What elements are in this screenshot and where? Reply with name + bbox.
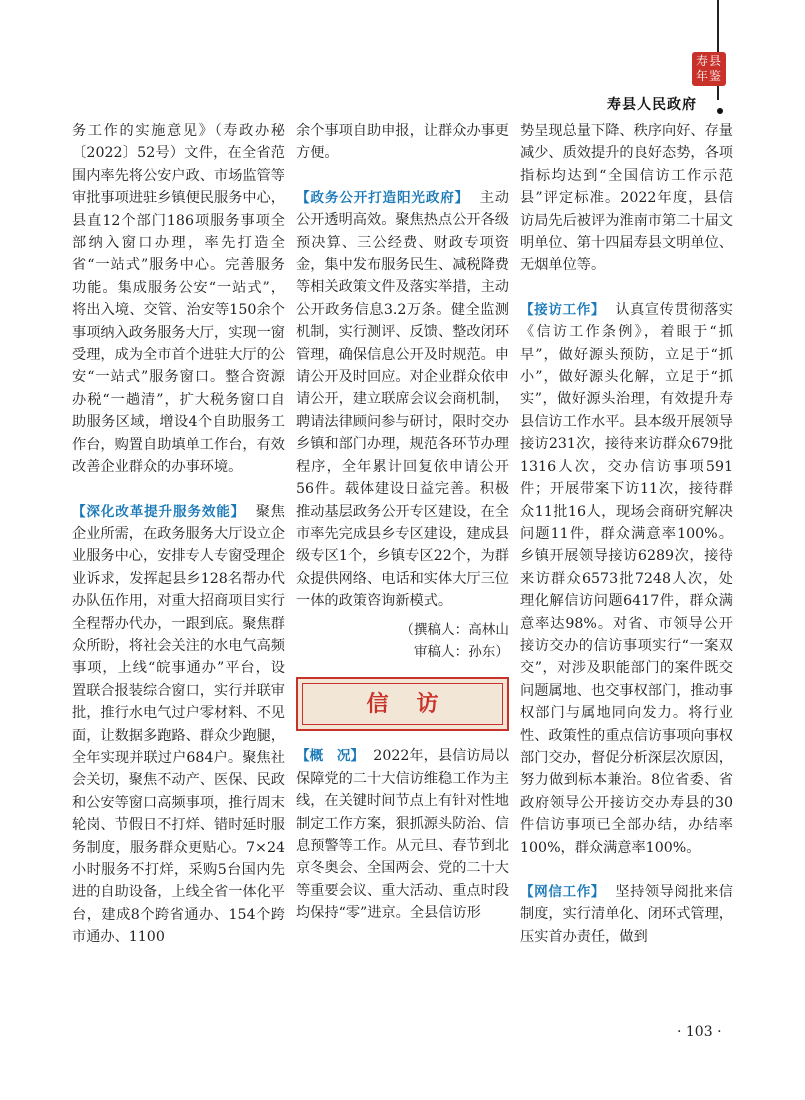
text-column-3 [520, 120, 733, 948]
section-heading: 【网信工作】 [520, 884, 606, 900]
paragraph-text: 认真宣传贯彻落实《信访工作条例》，着眼于“抓早”，做好源头预防，立足于“抓小”，做好源头化解，立足于“抓实”，做好源头治理，有效提升寿县信访工作水平。县本级开展领导接访231次，接待来访群众679批1316人次，交办信访事项591件；开展带案下访11次，接待群众11批16人，现场会商研究解决问题11件，群众满意率100%。乡镇开展领导接访6289次，接待来访群众6573批7248人次，处理化解信访问题6417件，群众满意率达98%。对省、市领导公开接访交办的信访事项实行“一案双交”，对涉及职能部门的案件既交问题属地、也交事权部门，推动事权部门与属地同向发力。将行业性、政策性的重点信访事项向事权部门交办，督促分析深层次原因，努力做到标本兼治。8位省委、省政府领导公开接访交办寿县的30件信访事项已全部办结，办结率100%，群众满意率100%。 [520, 301, 733, 856]
paragraph-text: 聚焦企业所需，在政务服务大厅设立企业服务中心，安排专人专窗受理企业诉求，发挥起县乡128名帮办代办队伍作用，对重大招商项目实行全程帮办代办，一跟到底。聚焦群众所盼，将社会关注的水电气高频事项，上线“皖事通办”平台，设置联合报装综合窗口，实行并联审批，推行水电气过户零材料、不见面，让数据多跑路、群众少跑腿，全年实现并联过户684户。聚焦社会关切，聚焦不动产、医保、民政和公安等窗口高频事项，推行周末轮岗、节假日不打烊、错时延时服务制度，服务群众更贴心。7×24小时服务不打烊，采购5台国内先进的自助设备，上线全省一体化平台，建成8个跨省通办、154个跨市通办、1100 [72, 503, 285, 946]
section-heading: 【接访工作】 [520, 301, 606, 318]
byline [296, 619, 509, 664]
paragraph: 势呈现总量下降、秩序向好、存量减少、质效提升的良好态势，各项指标均达到“全国信访工作示范县”评定标准。2022年度，县信访局先后被评为淮南市第二十届文明单位、第十四届寿县文明单位、无烟单位等。 [520, 123, 733, 274]
running-header-title: 寿县人民政府 [607, 97, 697, 113]
chapter-title: 信访 [366, 691, 467, 718]
reviewer-credit: 审稿人：孙东） [413, 643, 509, 660]
chapter-heading-box [296, 677, 509, 731]
paragraph [296, 187, 509, 613]
seal-text-line-2: 年鉴 [695, 69, 722, 83]
paragraph: 余个事项自助申报，让群众办事更方便。 [296, 123, 509, 162]
paragraph [520, 881, 733, 948]
text-column-2 [296, 120, 509, 925]
paragraph: 务工作的实施意见》（寿政办秘〔2022〕52号）文件，在全省范围内率先将公安户政、市场监管等审批事项进驻乡镇便民服务中心，县直12个部门186项服务事项全部纳入窗口办理，率先打造全省“一站式”服务中心。完善服务功能。集成服务公安“一站式”，将出入境、交管、治安等150余个事项纳入政务服务大厅，实现一窗受理，成为全市首个进驻大厅的公安“一站式”服务窗口。整合资源办税“一趟清”，扩大税务窗口自助服务区域，增设4个自助服务工作台，购置自助填单工作台，有效改善企业群众的办事环境。 [72, 123, 285, 476]
yearbook-seal-logo [692, 52, 726, 86]
section-heading: 【概 况】 [296, 748, 365, 765]
section-heading: 【深化改革提升服务效能】 [72, 503, 246, 520]
paragraph [72, 501, 285, 949]
author-credit: （撰稿人：高林山 [400, 621, 509, 638]
paragraph-text: 坚持领导阅批来信制度，实行清单化、闭环式管理，压实首办责任，做到 [520, 884, 733, 945]
paragraph [520, 299, 733, 859]
page-number: · 103 · [677, 1024, 722, 1040]
seal-text-line-1: 寿县 [695, 54, 722, 68]
section-heading: 【政务公开打造阳光政府】 [296, 189, 470, 206]
header-dot-ornament [717, 108, 723, 114]
text-column-1 [72, 120, 285, 949]
paragraph-text: 2022年，县信访局以保障党的二十大信访维稳工作为主线，在关键时间节点上有针对性地制定工作方案，狠抓源头防治、信息预警等工作。从元旦、春节到北京冬奥会、全国两会、党的二十大等重要会议、重大活动、重点时段均保持“零”进京。全县信访形 [296, 748, 510, 922]
paragraph-text: 主动公开透明高效。聚焦热点公开各级预决算、三公经费、财政专项资金，集中发布服务民生、减税降费等相关政策文件及落实举措，主动公开政务信息3.2万条。健全监测机制，实行测评、反馈、整改闭环管理，确保信息公开及时规范。申请公开及时回应。对企业群众依申请公开，建立联席会议会商机制，聘请法律顾问参与研讨，限时交办乡镇和部门办理，规范各环节办理程序，全年累计回复依申请公开56件。载体建设日益完善。积极推动基层政务公开专区建设，在全市率先完成县乡专区建设，建成县级专区1个，乡镇专区22个，为群众提供网络、电话和实体大厅三位一体的政策咨询新模式。 [296, 189, 509, 610]
paragraph [296, 745, 509, 924]
